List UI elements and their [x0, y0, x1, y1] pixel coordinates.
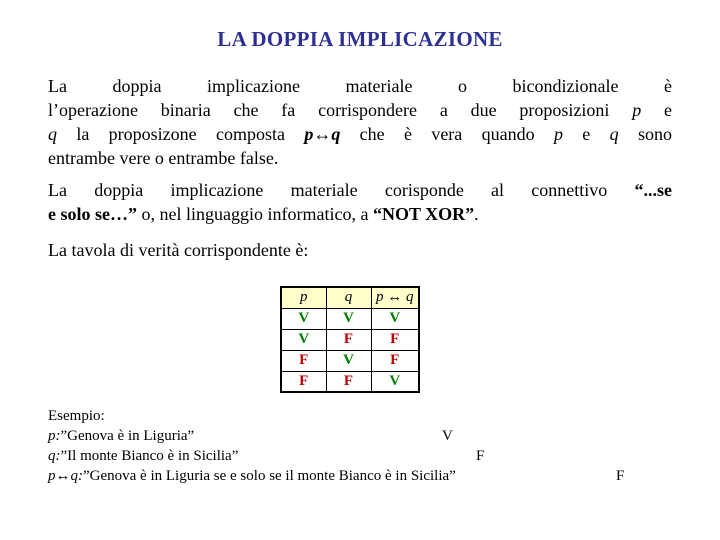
- text-segment: e: [562, 124, 610, 144]
- truth-table-header-row: [281, 287, 419, 308]
- text-segment: e: [641, 100, 672, 120]
- text-segment: che è vera quando: [340, 124, 554, 144]
- example-text: ”Il monte Bianco è in Sicilia”: [60, 448, 239, 464]
- text-segment: La doppia implicazione materiale o bicondizionale è: [48, 76, 672, 96]
- text-segment: La tavola di verità corrispondente è:: [48, 240, 309, 260]
- example-section: [48, 406, 672, 486]
- paragraph-definition: [48, 74, 672, 170]
- text-line: [48, 238, 672, 262]
- text-segment: entrambe vere o entrambe false.: [48, 148, 279, 168]
- truth-cell: F: [281, 371, 326, 392]
- paragraph-connective: [48, 178, 672, 226]
- truth-cell: V: [326, 350, 371, 371]
- table-row: [281, 350, 419, 371]
- text-line: [48, 122, 672, 146]
- paragraph-table-intro: [48, 238, 672, 262]
- text-segment: .: [474, 204, 479, 224]
- table-row: [281, 329, 419, 350]
- text-segment: o, nel linguaggio informatico, a: [137, 204, 373, 224]
- truth-cell: F: [371, 350, 419, 371]
- truth-cell: F: [371, 329, 419, 350]
- column-header-p: p: [281, 287, 326, 308]
- text-line: [48, 98, 672, 122]
- text-line: [48, 202, 672, 226]
- var-p: p: [553, 124, 563, 144]
- truth-cell: V: [281, 329, 326, 350]
- truth-cell: F: [281, 350, 326, 371]
- page-title: LA DOPPIA IMPLICAZIONE: [217, 27, 503, 51]
- example-truth-value: F: [616, 468, 625, 484]
- connective-name: “...se: [634, 180, 672, 200]
- text-segment: sono: [618, 124, 672, 144]
- text-line: [48, 178, 672, 202]
- example-truth-value: F: [476, 448, 485, 464]
- truth-table: [280, 286, 420, 393]
- var-p: p: [632, 100, 642, 120]
- column-header-q: q: [326, 287, 371, 308]
- truth-cell: F: [326, 371, 371, 392]
- text-line: [48, 146, 672, 170]
- var-q: q:: [48, 448, 61, 464]
- text-segment: la proposizone composta: [57, 124, 305, 144]
- biconditional-expression: p↔q: [304, 124, 341, 144]
- example-line-biconditional: [48, 466, 672, 486]
- truth-cell: V: [281, 308, 326, 329]
- var-p: p:: [48, 428, 61, 444]
- truth-cell: V: [371, 371, 419, 392]
- example-line-p: [48, 426, 672, 446]
- truth-cell: V: [371, 308, 419, 329]
- example-label: Esempio:: [48, 408, 105, 424]
- not-xor-label: “NOT XOR”: [372, 204, 475, 224]
- example-line-q: [48, 446, 672, 466]
- connective-name: e solo se…”: [48, 204, 137, 224]
- text-line: [48, 74, 672, 98]
- var-biconditional: p↔q:: [48, 468, 83, 484]
- example-truth-value: V: [442, 428, 453, 444]
- truth-cell: F: [326, 329, 371, 350]
- table-row: [281, 308, 419, 329]
- var-q: q: [609, 124, 619, 144]
- example-text: ”Genova è in Liguria”: [60, 428, 195, 444]
- var-q: q: [48, 124, 57, 144]
- example-text: ”Genova è in Liguria se e solo se il monte Bianco è in Sicilia”: [83, 468, 456, 484]
- column-header-biconditional: p ↔ q: [371, 287, 419, 308]
- truth-cell: V: [326, 308, 371, 329]
- text-segment: l’operazione binaria che fa corrispondere a due proposizioni: [48, 100, 633, 120]
- table-row: [281, 371, 419, 392]
- text-segment: La doppia implicazione materiale corisponde al connettivo: [48, 180, 635, 200]
